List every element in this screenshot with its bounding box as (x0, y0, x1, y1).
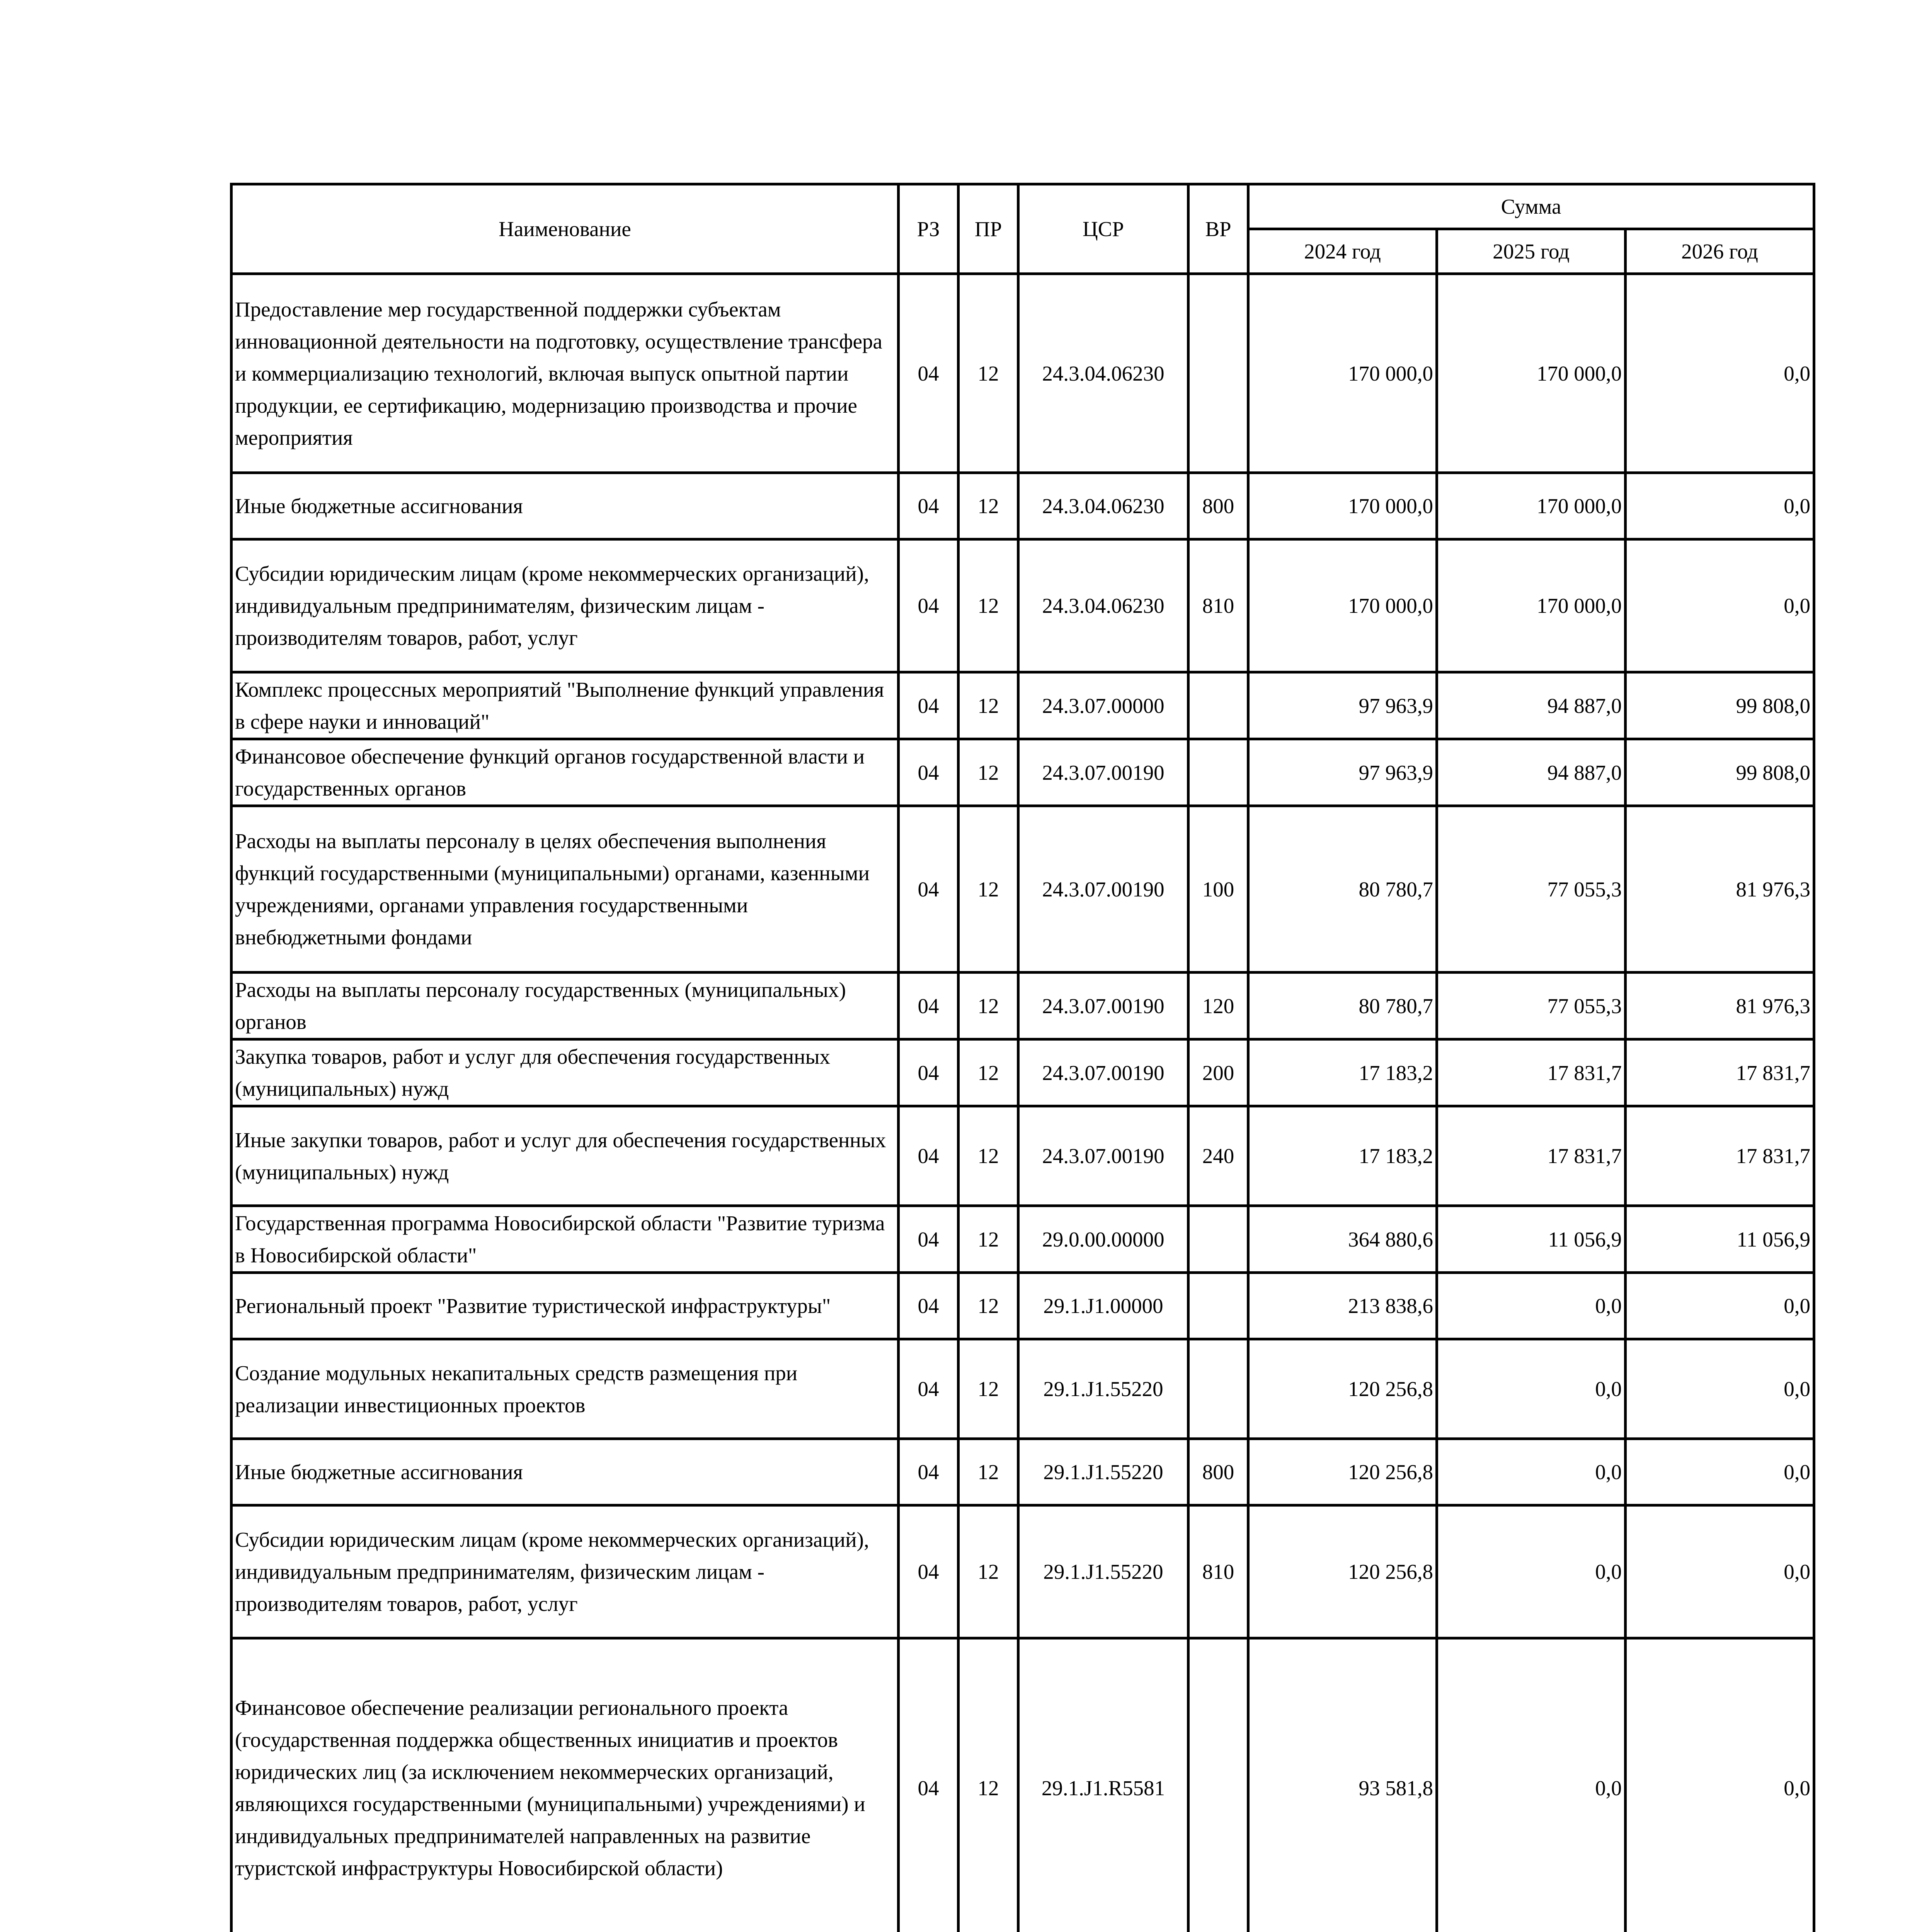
header-pr: ПР (958, 184, 1018, 274)
cell-vr (1188, 672, 1248, 739)
cell-sum-2024: 120 256,8 (1248, 1439, 1437, 1505)
cell-name: Иные бюджетные ассигнования (232, 1439, 899, 1505)
table-row (232, 1439, 1814, 1505)
cell-sum-2026: 0,0 (1626, 473, 1814, 539)
cell-vr: 120 (1188, 973, 1248, 1039)
header-year-2025: 2025 год (1437, 229, 1626, 274)
header-vr: ВР (1188, 184, 1248, 274)
cell-csr: 29.1.J1.55220 (1018, 1439, 1188, 1505)
cell-vr (1188, 739, 1248, 806)
cell-rz: 04 (899, 1638, 958, 1932)
cell-sum-2025: 170 000,0 (1437, 473, 1626, 539)
cell-sum-2024: 80 780,7 (1248, 973, 1437, 1039)
cell-rz: 04 (899, 539, 958, 672)
cell-rz: 04 (899, 739, 958, 806)
cell-sum-2024: 120 256,8 (1248, 1339, 1437, 1439)
cell-csr: 24.3.04.06230 (1018, 539, 1188, 672)
table-body (232, 274, 1814, 1932)
cell-name: Иные бюджетные ассигнования (232, 473, 899, 539)
cell-sum-2024: 120 256,8 (1248, 1505, 1437, 1638)
cell-vr (1188, 274, 1248, 473)
table-row (232, 1206, 1814, 1273)
cell-sum-2026: 0,0 (1626, 1638, 1814, 1932)
cell-vr: 200 (1188, 1039, 1248, 1106)
cell-csr: 24.3.04.06230 (1018, 473, 1188, 539)
cell-name: Финансовое обеспечение функций органов государственной власти и государственных органов (232, 739, 899, 806)
cell-vr: 810 (1188, 1505, 1248, 1638)
budget-table (230, 183, 1815, 1932)
cell-csr: 24.3.07.00190 (1018, 806, 1188, 973)
cell-sum-2025: 77 055,3 (1437, 973, 1626, 1039)
table-row (232, 1505, 1814, 1638)
cell-sum-2026: 0,0 (1626, 1439, 1814, 1505)
cell-sum-2025: 17 831,7 (1437, 1106, 1626, 1206)
cell-rz: 04 (899, 1106, 958, 1206)
table-row (232, 1273, 1814, 1339)
cell-sum-2024: 97 963,9 (1248, 739, 1437, 806)
cell-vr: 240 (1188, 1106, 1248, 1206)
cell-vr (1188, 1638, 1248, 1932)
cell-pr: 12 (958, 1106, 1018, 1206)
cell-vr: 810 (1188, 539, 1248, 672)
cell-csr: 24.3.07.00190 (1018, 1039, 1188, 1106)
cell-rz: 04 (899, 1206, 958, 1273)
table-row (232, 473, 1814, 539)
table-row (232, 973, 1814, 1039)
cell-csr: 29.0.00.00000 (1018, 1206, 1188, 1273)
cell-rz: 04 (899, 1439, 958, 1505)
cell-vr: 800 (1188, 1439, 1248, 1505)
table-row (232, 739, 1814, 806)
cell-pr: 12 (958, 1273, 1018, 1339)
cell-name: Закупка товаров, работ и услуг для обеспечения государственных (муниципальных) нужд (232, 1039, 899, 1106)
cell-sum-2025: 0,0 (1437, 1339, 1626, 1439)
cell-pr: 12 (958, 1505, 1018, 1638)
cell-sum-2024: 97 963,9 (1248, 672, 1437, 739)
cell-sum-2025: 0,0 (1437, 1273, 1626, 1339)
cell-csr: 29.1.J1.55220 (1018, 1505, 1188, 1638)
cell-sum-2025: 0,0 (1437, 1505, 1626, 1638)
cell-name: Предоставление мер государственной поддержки субъектам инновационной деятельности на подготовку, осуществление трансфера и коммерциализацию технологий, включая выпуск опытной партии продукции, ее сертификацию, модернизацию производства и прочие мероприятия (232, 274, 899, 473)
cell-pr: 12 (958, 806, 1018, 973)
cell-rz: 04 (899, 672, 958, 739)
cell-rz: 04 (899, 973, 958, 1039)
cell-name: Государственная программа Новосибирской области "Развитие туризма в Новосибирской области" (232, 1206, 899, 1273)
table-header (232, 184, 1814, 274)
cell-rz: 04 (899, 1039, 958, 1106)
header-rz: РЗ (899, 184, 958, 274)
cell-pr: 12 (958, 1039, 1018, 1106)
cell-sum-2026: 17 831,7 (1626, 1039, 1814, 1106)
cell-rz: 04 (899, 806, 958, 973)
cell-name: Иные закупки товаров, работ и услуг для обеспечения государственных (муниципальных) нужд (232, 1106, 899, 1206)
cell-vr: 100 (1188, 806, 1248, 973)
cell-name: Комплекс процессных мероприятий "Выполнение функций управления в сфере науки и инноваций" (232, 672, 899, 739)
cell-pr: 12 (958, 473, 1018, 539)
cell-rz: 04 (899, 473, 958, 539)
cell-pr: 12 (958, 1439, 1018, 1505)
cell-sum-2024: 17 183,2 (1248, 1106, 1437, 1206)
cell-csr: 24.3.07.00190 (1018, 973, 1188, 1039)
cell-sum-2026: 0,0 (1626, 1505, 1814, 1638)
cell-rz: 04 (899, 1505, 958, 1638)
cell-sum-2025: 170 000,0 (1437, 539, 1626, 672)
cell-sum-2024: 170 000,0 (1248, 473, 1437, 539)
cell-csr: 24.3.04.06230 (1018, 274, 1188, 473)
table-row (232, 274, 1814, 473)
table-row (232, 1638, 1814, 1932)
cell-sum-2025: 170 000,0 (1437, 274, 1626, 473)
cell-sum-2026: 81 976,3 (1626, 973, 1814, 1039)
cell-rz: 04 (899, 1273, 958, 1339)
cell-pr: 12 (958, 1339, 1018, 1439)
header-year-2026: 2026 год (1626, 229, 1814, 274)
table-row (232, 672, 1814, 739)
table-row (232, 1039, 1814, 1106)
header-name: Наименование (232, 184, 899, 274)
cell-sum-2026: 0,0 (1626, 1339, 1814, 1439)
cell-vr (1188, 1206, 1248, 1273)
cell-pr: 12 (958, 672, 1018, 739)
table-row (232, 806, 1814, 973)
cell-sum-2024: 80 780,7 (1248, 806, 1437, 973)
cell-pr: 12 (958, 739, 1018, 806)
cell-sum-2026: 0,0 (1626, 1273, 1814, 1339)
cell-pr: 12 (958, 973, 1018, 1039)
cell-sum-2024: 17 183,2 (1248, 1039, 1437, 1106)
cell-sum-2026: 99 808,0 (1626, 739, 1814, 806)
cell-pr: 12 (958, 274, 1018, 473)
header-year-2024: 2024 год (1248, 229, 1437, 274)
header-csr: ЦСР (1018, 184, 1188, 274)
cell-name: Создание модульных некапитальных средств размещения при реализации инвестиционных проектов (232, 1339, 899, 1439)
cell-sum-2024: 93 581,8 (1248, 1638, 1437, 1932)
cell-csr: 24.3.07.00000 (1018, 672, 1188, 739)
cell-vr: 800 (1188, 473, 1248, 539)
cell-sum-2024: 170 000,0 (1248, 539, 1437, 672)
table-row (232, 539, 1814, 672)
cell-name: Финансовое обеспечение реализации регионального проекта (государственная поддержка общественных инициатив и проектов юридических лиц (за исключением некоммерческих организаций, являющихся государственными (муниципальными) учреждениями) и индивидуальных предпринимателей направленных на развитие туристской инфраструктуры Новосибирской области) (232, 1638, 899, 1932)
cell-name: Субсидии юридическим лицам (кроме некоммерческих организаций), индивидуальным предпринимателям, физическим лицам - производителям товаров, работ, услуг (232, 539, 899, 672)
cell-sum-2026: 99 808,0 (1626, 672, 1814, 739)
cell-csr: 24.3.07.00190 (1018, 1106, 1188, 1206)
cell-name: Региональный проект "Развитие туристической инфраструктуры" (232, 1273, 899, 1339)
table-row (232, 1339, 1814, 1439)
cell-sum-2025: 11 056,9 (1437, 1206, 1626, 1273)
cell-sum-2025: 0,0 (1437, 1638, 1626, 1932)
cell-sum-2026: 0,0 (1626, 274, 1814, 473)
cell-sum-2025: 77 055,3 (1437, 806, 1626, 973)
cell-pr: 12 (958, 539, 1018, 672)
cell-sum-2026: 81 976,3 (1626, 806, 1814, 973)
cell-sum-2025: 17 831,7 (1437, 1039, 1626, 1106)
cell-sum-2025: 94 887,0 (1437, 739, 1626, 806)
cell-csr: 29.1.J1.00000 (1018, 1273, 1188, 1339)
header-sum: Сумма (1248, 184, 1814, 229)
cell-sum-2025: 94 887,0 (1437, 672, 1626, 739)
cell-sum-2026: 11 056,9 (1626, 1206, 1814, 1273)
cell-csr: 29.1.J1.R5581 (1018, 1638, 1188, 1932)
cell-vr (1188, 1273, 1248, 1339)
cell-pr: 12 (958, 1638, 1018, 1932)
cell-csr: 29.1.J1.55220 (1018, 1339, 1188, 1439)
cell-name: Субсидии юридическим лицам (кроме некоммерческих организаций), индивидуальным предпринимателям, физическим лицам - производителям товаров, работ, услуг (232, 1505, 899, 1638)
cell-rz: 04 (899, 1339, 958, 1439)
cell-sum-2024: 364 880,6 (1248, 1206, 1437, 1273)
table-row (232, 1106, 1814, 1206)
cell-name: Расходы на выплаты персоналу в целях обеспечения выполнения функций государственными (муниципальными) органами, казенными учреждениями, органами управления государственными внебюджетными фондами (232, 806, 899, 973)
cell-sum-2026: 0,0 (1626, 539, 1814, 672)
cell-sum-2024: 213 838,6 (1248, 1273, 1437, 1339)
cell-vr (1188, 1339, 1248, 1439)
cell-sum-2024: 170 000,0 (1248, 274, 1437, 473)
cell-sum-2026: 17 831,7 (1626, 1106, 1814, 1206)
cell-rz: 04 (899, 274, 958, 473)
cell-csr: 24.3.07.00190 (1018, 739, 1188, 806)
cell-sum-2025: 0,0 (1437, 1439, 1626, 1505)
cell-pr: 12 (958, 1206, 1018, 1273)
cell-name: Расходы на выплаты персоналу государственных (муниципальных) органов (232, 973, 899, 1039)
